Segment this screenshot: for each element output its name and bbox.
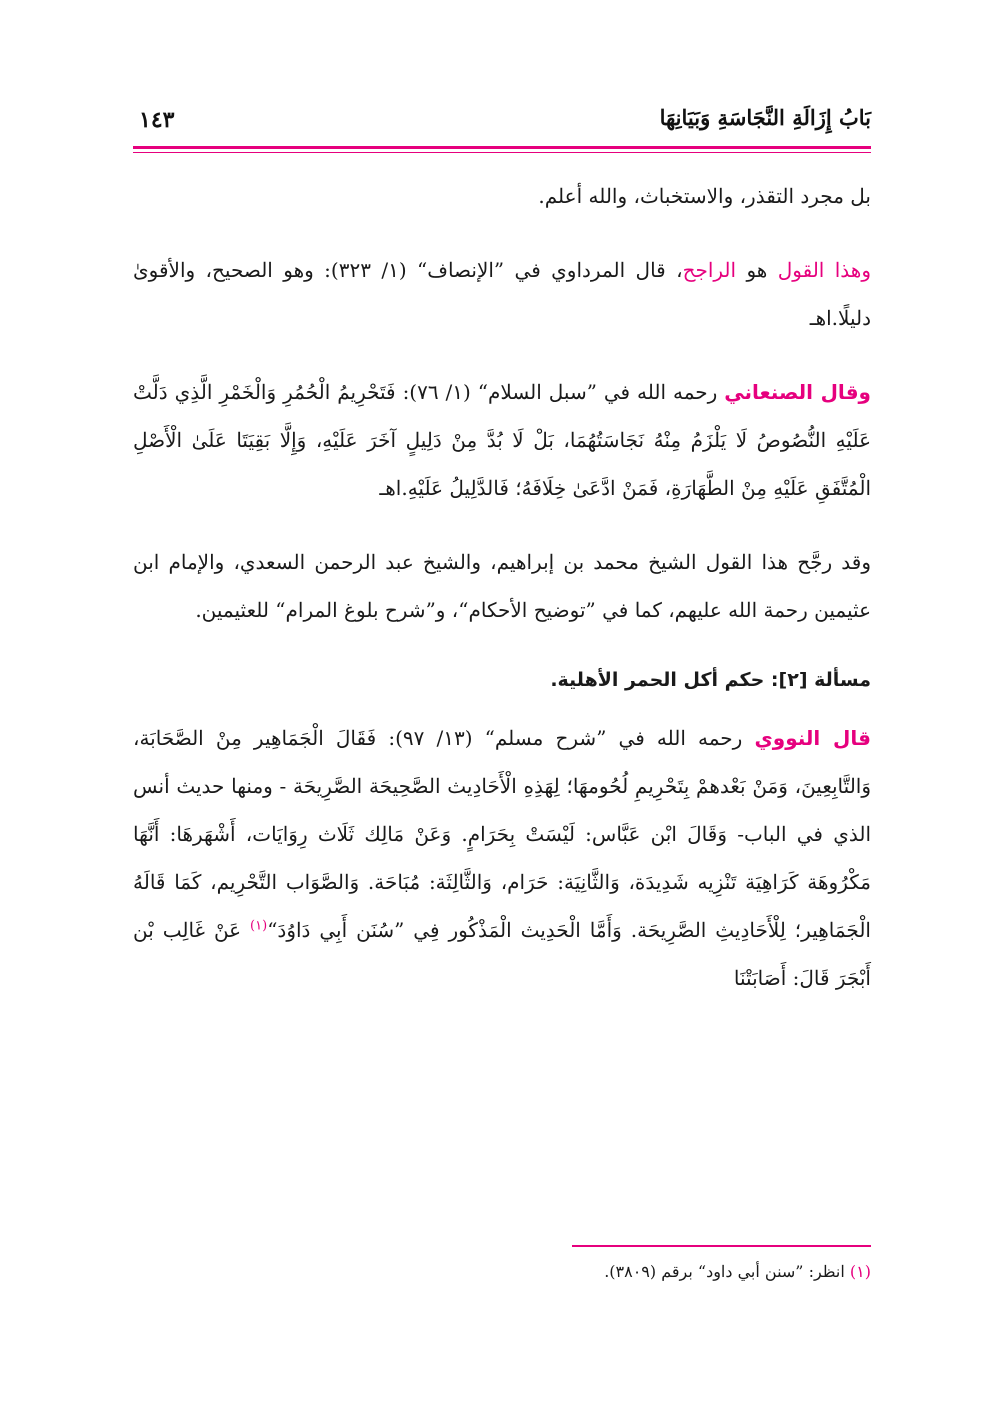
header-rule-thick — [133, 146, 871, 149]
paragraph-5-speaker: قال النووي — [754, 726, 871, 750]
paragraph-5 — [133, 714, 871, 1002]
paragraph-2 — [133, 246, 871, 342]
paragraph-5-text: رحمه الله في ”شرح مسلم“ (١٣/ ٩٧): فَقَالَ الْجَمَاهِير مِنْ الصَّحَابَة، وَالتَّابِعِينَ، وَمَنْ بَعْدهمْ بِتَحْرِيمِ لُحُومهَا؛ لِهَذِهِ الْأَحَادِيث الصَّحِيحَة الصَّرِيحَة - ومنها حديث أنس الذي في الباب- وَقَالَ ابْن عَبَّاس: لَيْسَتْ بِحَرَامٍ. وَعَنْ مَالِك ثَلَاث رِوَايَات، أَشْهَرهَا: أَنَّهَا مَكْرُوهَة كَرَاهِيَة تَنْزِيه شَدِيدَة، وَالثَّانِيَة: حَرَام، وَالثَّالِثَة: مُبَاحَة. وَالصَّوَاب التَّحْرِيم، كَمَا قَالَهُ الْجَمَاهِير؛ لِلْأَحَادِيثِ الصَّرِيحَة. وَأَمَّا الْحَدِيث الْمَذْكُور فِي ”سُنَن أَبِي دَاوُدَ“ — [133, 726, 872, 942]
paragraph-2-mid: هو — [736, 258, 778, 282]
paragraph-2-text: ، قال المرداوي في ”الإنصاف“ (١/ ٣٢٣): وهو الصحيح، والأقوىٰ دليلًا.اهـ — [133, 258, 871, 330]
paragraph-2-highlight-2: الراجح — [682, 258, 737, 282]
section-heading: مسألة [٢]: حكم أكل الحمر الأهلية. — [550, 669, 871, 691]
footnote-reference[interactable]: (١) — [250, 918, 268, 934]
footnote — [133, 1262, 871, 1281]
paragraph-3-speaker: وقال الصنعاني — [724, 380, 871, 404]
footnote-text: انظر: ”سنن أبي داود“ برقم (٣٨٠٩). — [604, 1262, 850, 1281]
page-header — [133, 103, 871, 147]
paragraph-3-text: رحمه الله في ”سبل السلام“ (١/ ٧٦): فَتَحْرِيمُ الْحُمُرِ وَالْخَمْرِ الَّذِي دَلَّتْ عَلَيْهِ النُّصُوصُ لَا يَلْزَمُ مِنْهُ نَجَاسَتُهُمَا، بَلْ لَا بُدَّ مِنْ دَلِيلٍ آخَرَ عَلَيْهِ، وَإِلَّا بَقِيَتَا عَلَىٰ الْأَصْلِ الْمُتَّفَقِ عَلَيْهِ مِنْ الطَّهَارَةِ، فَمَنْ ادَّعَىٰ خِلَافَهُ؛ فَالدَّلِيلُ عَلَيْهِ.اهـ — [133, 380, 871, 500]
page-body — [133, 172, 871, 1002]
paragraph-4 — [133, 538, 871, 634]
paragraph-3 — [133, 368, 871, 512]
paragraph-4-text: وقد رجَّح هذا القول الشيخ محمد بن إبراهيم، والشيخ عبد الرحمن السعدي، والإمام ابن عثيمين رحمة الله عليهم، كما في ”توضيح الأحكام“، و”شرح بلوغ المرام“ للعثيمين. — [133, 550, 871, 622]
chapter-title: بَابُ إِزَالَةِ النَّجَاسَةِ وَبَيَانِهَا — [659, 105, 871, 130]
header-rule-thin — [133, 152, 871, 153]
paragraph-1 — [133, 172, 871, 220]
paragraph-2-highlight-1: وهذا القول — [777, 258, 871, 282]
page-number: ١٤٣ — [139, 107, 175, 133]
footnote-rule — [572, 1245, 871, 1247]
paragraph-5-tail: عَنْ غَالِب بْن أَبْجَرَ قَالَ: أَصَابَتْنَا — [133, 918, 871, 990]
paragraph-1-text: بل مجرد التقذر، والاستخباث، والله أعلم. — [538, 184, 871, 208]
footnote-marker: (١) — [849, 1262, 871, 1281]
